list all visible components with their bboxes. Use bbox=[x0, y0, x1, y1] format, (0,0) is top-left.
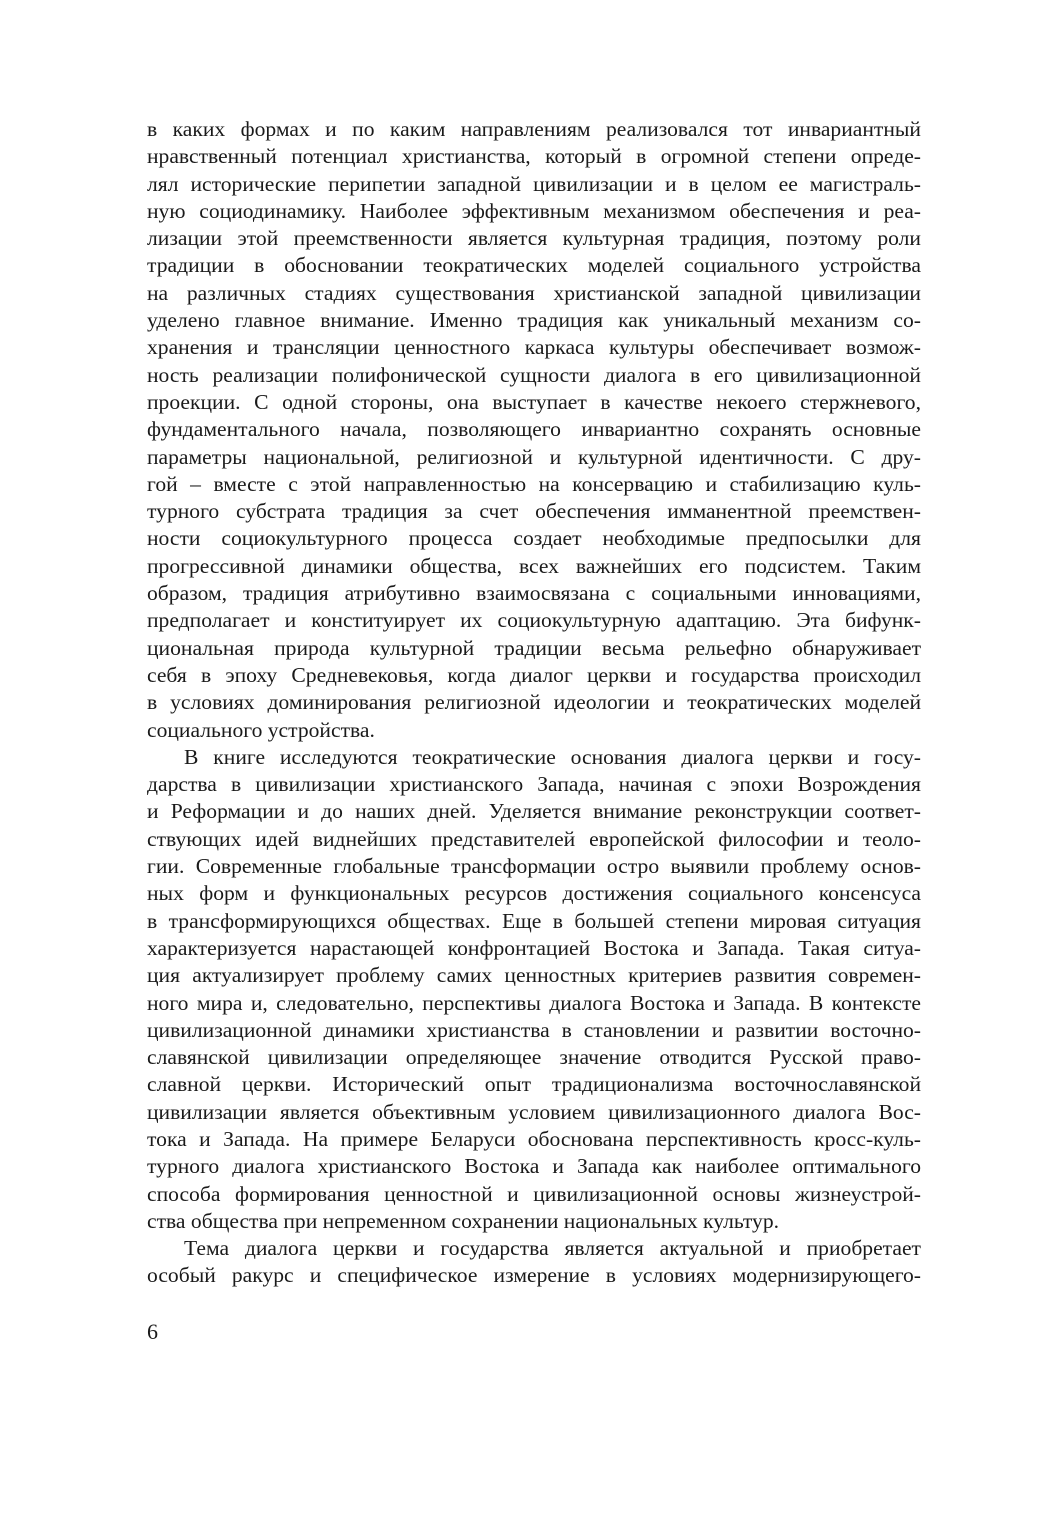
text-line: В книге исследуются теократические основания диалога церкви и госу- bbox=[184, 744, 921, 769]
text-line: характеризуется нарастающей конфронтацией Востока и Запада. Такая ситуа- bbox=[147, 935, 921, 960]
paragraph bbox=[147, 744, 921, 1235]
text-line: в условиях доминирования религиозной идеологии и теократических моделей bbox=[147, 690, 921, 715]
text-line: ного мира и, следовательно, перспективы диалога Востока и Запада. В контексте bbox=[147, 990, 921, 1015]
text-line: турного диалога христианского Востока и Запада как наиболее оптимального bbox=[147, 1154, 921, 1179]
text-line: ную социодинамику. Наиболее эффективным механизмом обеспечения и реа- bbox=[147, 198, 921, 223]
text-line: хранения и трансляции ценностного каркаса культуры обеспечивает возмож- bbox=[147, 335, 921, 360]
text-line: социального устройства. bbox=[147, 717, 375, 742]
text-line: предполагает и конституирует их социокультурную адаптацию. Эта бифунк- bbox=[147, 608, 921, 633]
body-text bbox=[147, 116, 921, 1290]
text-line: уделено главное внимание. Именно традиция как уникальный механизм со- bbox=[147, 308, 921, 333]
text-line: проекции. С одной стороны, она выступает в качестве некоего стержневого, bbox=[147, 389, 921, 414]
text-line: прогрессивной динамики общества, всех важнейших его подсистем. Таким bbox=[147, 553, 921, 578]
text-line: цивилизации является объективным условием цивилизационного диалога Вос- bbox=[147, 1099, 921, 1124]
text-line: особый ракурс и специфическое измерение в условиях модернизирующего- bbox=[147, 1263, 921, 1288]
text-line: традиции в обосновании теократических моделей социального устройства bbox=[147, 253, 921, 278]
text-line: Тема диалога церкви и государства является актуальной и приобретает bbox=[184, 1236, 921, 1261]
text-line: славной церкви. Исторический опыт традиционализма восточнославянской bbox=[147, 1072, 921, 1097]
text-line: ства общества при непременном сохранении национальных культур. bbox=[147, 1208, 780, 1233]
text-line: на различных стадиях существования христианской западной цивилизации bbox=[147, 280, 921, 305]
text-line: нравственный потенциал христианства, который в огромной степени опреде- bbox=[147, 144, 921, 169]
text-line: ция актуализирует проблему самих ценностных критериев развития современ- bbox=[147, 963, 921, 988]
text-line: себя в эпоху Средневековья, когда диалог церкви и государства происходил bbox=[147, 662, 921, 687]
paragraph bbox=[147, 1235, 921, 1290]
text-line: циональная природа культурной традиции весьма рельефно обнаруживает bbox=[147, 635, 921, 660]
text-line: в каких формах и по каким направлениям реализовался тот инвариантный bbox=[147, 117, 921, 141]
text-line: дарства в цивилизации христианского Запада, начиная с эпохи Возрождения bbox=[147, 772, 921, 797]
text-line: лизации этой преемственности является культурная традиция, поэтому роли bbox=[147, 226, 921, 251]
text-line: и Реформации и до наших дней. Уделяется внимание реконструкции соответ- bbox=[147, 799, 921, 824]
text-line: гии. Современные глобальные трансформации остро выявили проблему основ- bbox=[147, 854, 921, 879]
text-line: образом, традиция атрибутивно взаимосвязана с социальными инновациями, bbox=[147, 581, 921, 606]
text-line: турного субстрата традиция за счет обеспечения имманентной преемствен- bbox=[147, 499, 921, 524]
text-line: лял исторические перипетии западной цивилизации и в целом ее магистраль- bbox=[147, 171, 921, 196]
paragraph bbox=[147, 116, 921, 744]
text-line: цивилизационной динамики христианства в становлении и развитии восточно- bbox=[147, 1017, 921, 1042]
text-line: ствующих идей виднейших представителей европейской философии и теоло- bbox=[147, 826, 921, 851]
text-line: гой – вместе с этой направленностью на консервацию и стабилизацию куль- bbox=[147, 471, 921, 496]
text-line: в трансформирующихся обществах. Еще в большей степени мировая ситуация bbox=[147, 908, 921, 933]
page-number: 6 bbox=[147, 1319, 158, 1344]
text-line: славянской цивилизации определяющее значение отводится Русской право- bbox=[147, 1045, 921, 1070]
text-line: способа формирования ценностной и цивилизационной основы жизнеустрой- bbox=[147, 1181, 921, 1206]
text-line: фундаментального начала, позволяющего инвариантно сохранять основные bbox=[147, 417, 921, 442]
text-line: тока и Запада. На примере Беларуси обоснована перспективность кросс-куль- bbox=[147, 1126, 921, 1151]
text-line: ность реализации полифонической сущности диалога в его цивилизационной bbox=[147, 362, 921, 387]
text-line: ности социокультурного процесса создает необходимые предпосылки для bbox=[147, 526, 921, 551]
text-line: параметры национальной, религиозной и культурной идентичности. С дру- bbox=[147, 444, 921, 469]
text-line: ных форм и функциональных ресурсов достижения социального консенсуса bbox=[147, 881, 921, 906]
